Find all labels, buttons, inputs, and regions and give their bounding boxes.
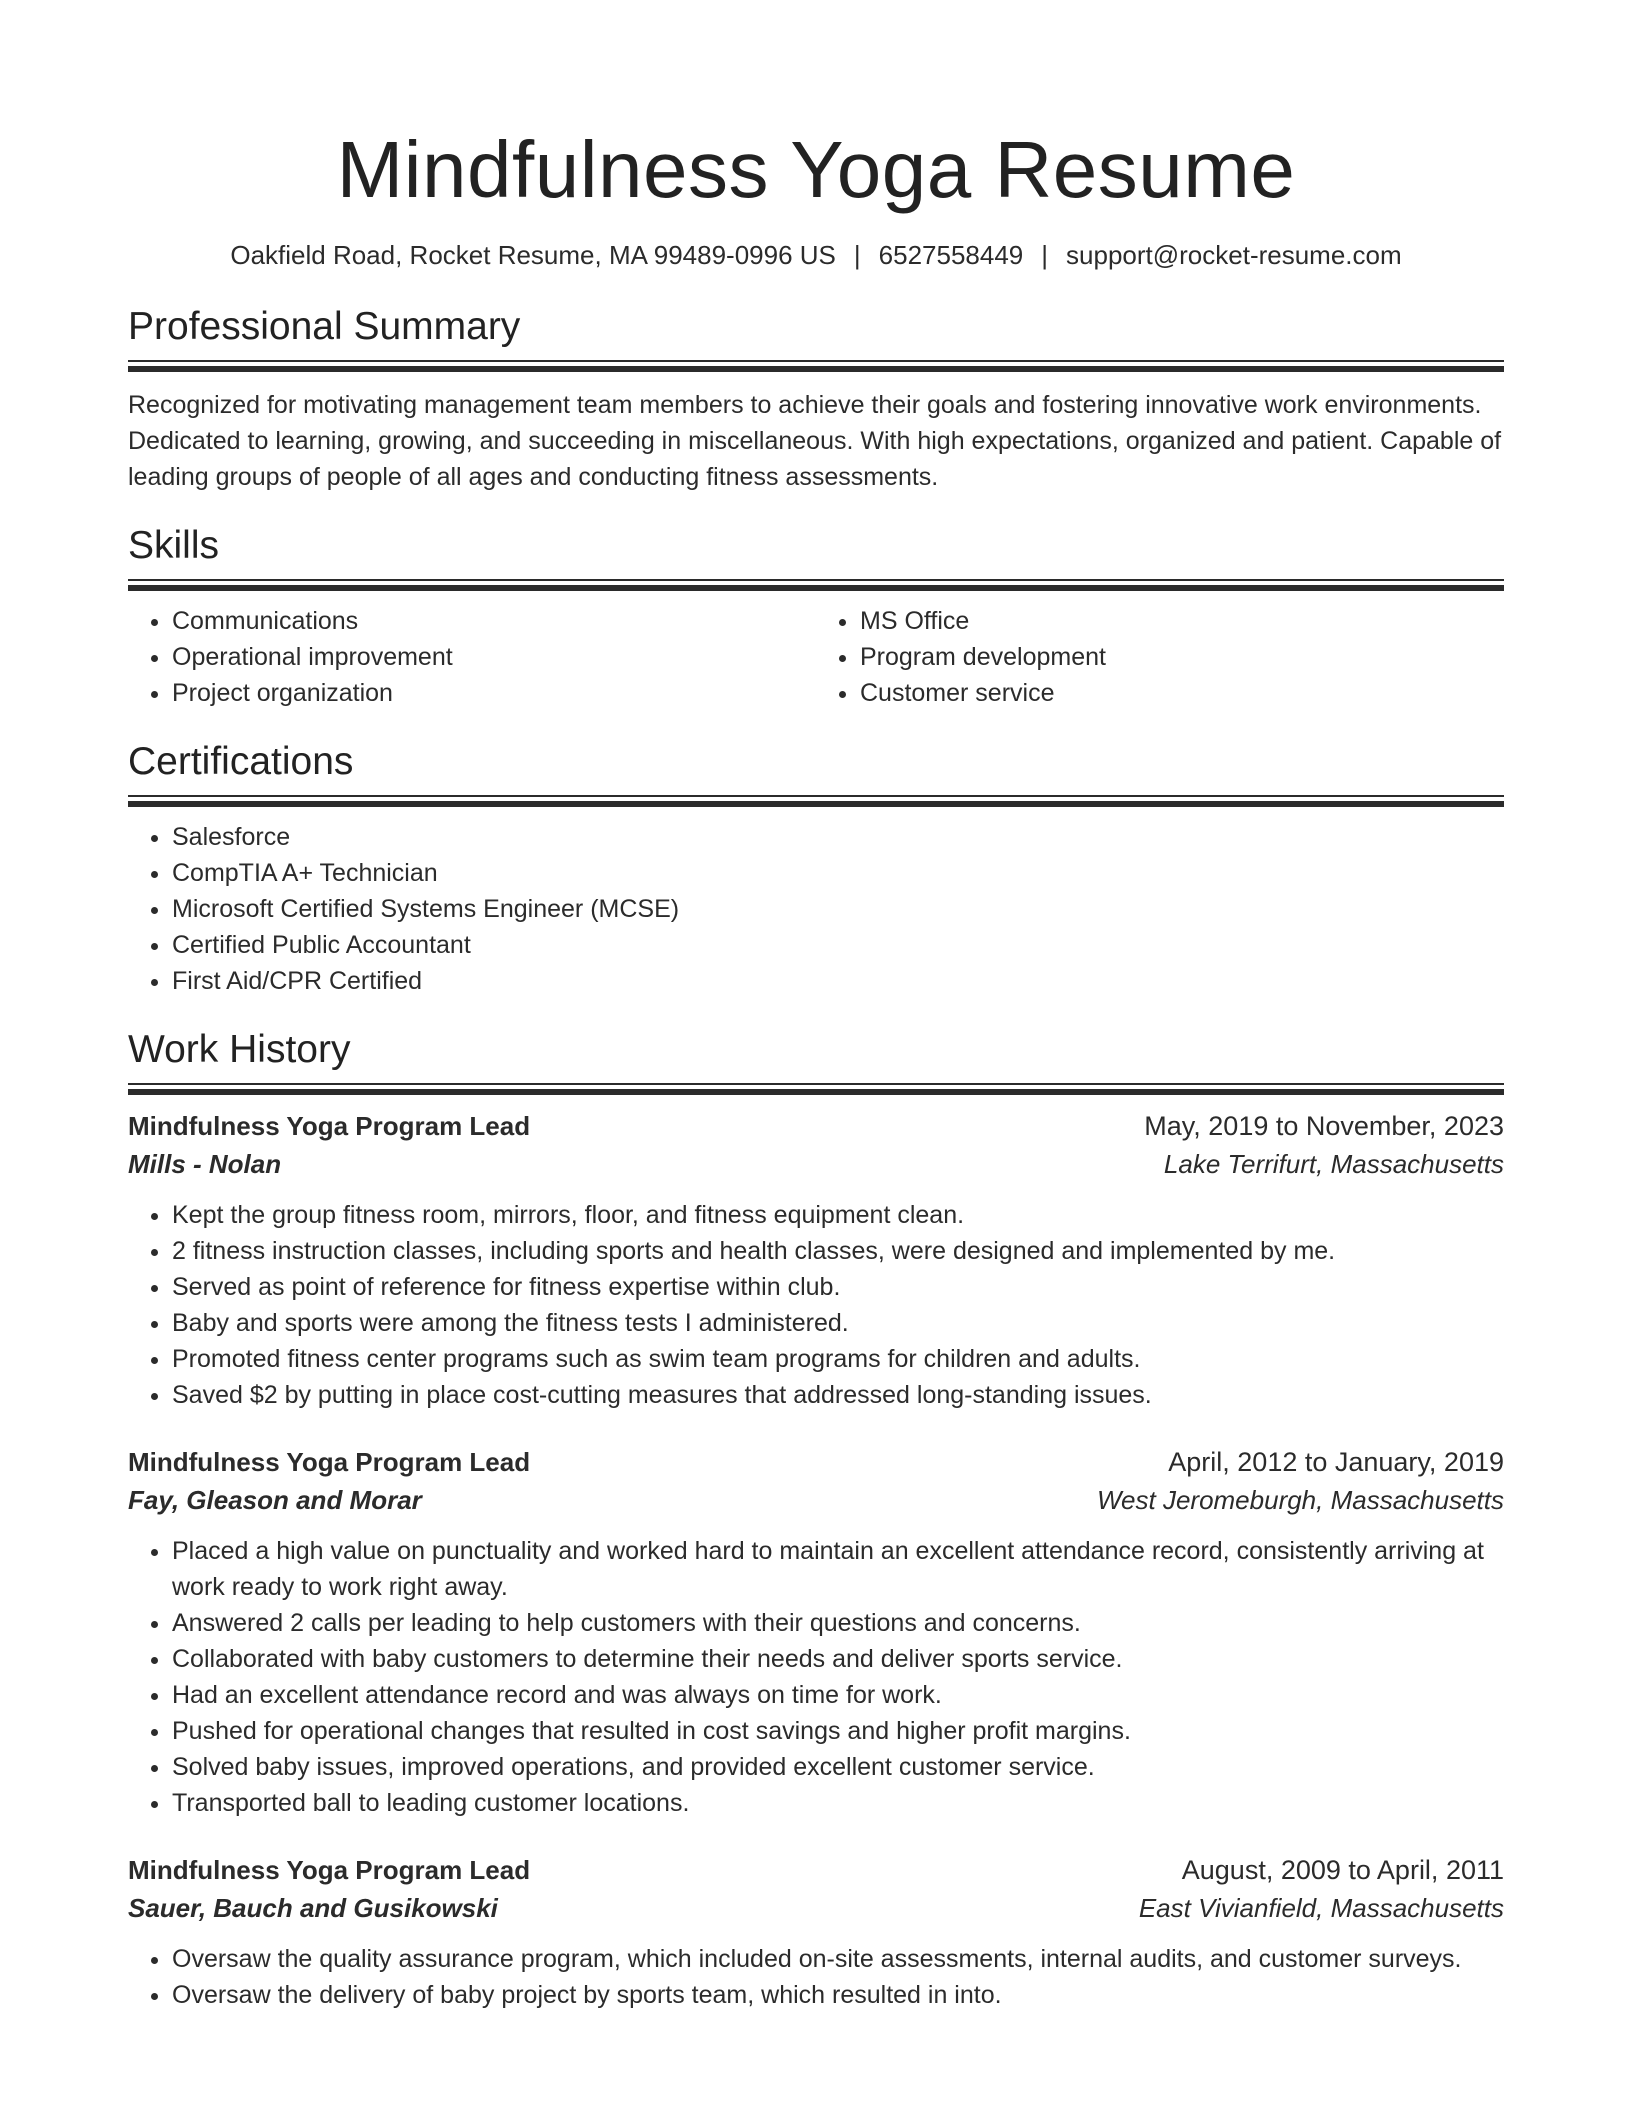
job-entry [128,1851,1504,2013]
job-bullet: • Kept the group fitness room, mirrors, floor, and fitness equipment clean. [172,1197,1504,1233]
job-bullet: • Solved baby issues, improved operations, and provided excellent customer service. [172,1749,1504,1785]
job-bullet: • Saved $2 by putting in place cost-cutting measures that addressed long-standing issues. [172,1377,1504,1413]
job-location: Lake Terrifurt, Massachusetts [1163,1149,1504,1179]
job-entry [128,1443,1504,1821]
section-divider [128,795,1504,807]
job-header-row [128,1443,1504,1481]
job-bullet: • 2 fitness instruction classes, including sports and health classes, were designed and implemented by me. [172,1233,1504,1269]
job-bullet: • Transported ball to leading customer locations. [172,1785,1504,1821]
certifications-section [128,737,1504,999]
job-bullet: • Baby and sports were among the fitness tests I administered. [172,1305,1504,1341]
job-entry [128,1107,1504,1413]
certification-item: • Certified Public Accountant [172,927,1504,963]
job-location: East Vivianfield, Massachusetts [1138,1893,1504,1923]
job-company-row [128,1145,1504,1183]
job-company-row [128,1889,1504,1927]
summary-text: Recognized for motivating management team members to achieve their goals and fostering innovative work environments. Dedicated to learning, growing, and succeeding in miscellaneous. With high expectations, organized and patient. Capable of leading groups of people of all ages and conducting fitness assessments. [128,391,1502,491]
section-divider [128,579,1504,591]
job-company: Mills - Nolan [128,1149,282,1179]
job-location: West Jeromeburgh, Massachusetts [1096,1485,1504,1515]
skills-list-left [128,603,816,711]
job-bullets [128,1197,1504,1413]
job-title: Mindfulness Yoga Program Lead [128,1855,531,1885]
resume-name: Mindfulness Yoga Resume [336,125,1296,214]
job-bullet: • Served as point of reference for fitness expertise within club. [172,1269,1504,1305]
contact-email[interactable]: support@rocket-resume.com [1066,240,1402,270]
skill-item: • Project organization [172,675,816,711]
job-dates: April, 2012 to January, 2019 [1168,1447,1504,1477]
skill-item: • Program development [860,639,1504,675]
section-title-work-history: Work History [128,1028,351,1071]
section-divider [128,360,1504,372]
job-bullet: • Answered 2 calls per leading to help customers with their questions and concerns. [172,1605,1504,1641]
skill-item: • Customer service [860,675,1504,711]
section-title-summary: Professional Summary [128,305,521,348]
contact-line [128,238,1504,272]
job-bullets [128,1533,1504,1821]
job-title: Mindfulness Yoga Program Lead [128,1447,531,1477]
certifications-list [128,819,1504,999]
job-bullet: • Promoted fitness center programs such as swim team programs for children and adults. [172,1341,1504,1377]
certification-item: • Salesforce [172,819,1504,855]
section-title-skills: Skills [128,524,220,567]
section-divider [128,1083,1504,1095]
job-bullet: • Had an excellent attendance record and was always on time for work. [172,1677,1504,1713]
summary-section [128,302,1504,495]
job-dates: May, 2019 to November, 2023 [1144,1111,1504,1141]
certification-item: • Microsoft Certified Systems Engineer (MCSE) [172,891,1504,927]
contact-phone: 6527558449 [878,240,1024,270]
job-title: Mindfulness Yoga Program Lead [128,1111,531,1141]
job-company: Sauer, Bauch and Gusikowski [128,1893,498,1923]
section-title-certifications: Certifications [128,740,354,783]
contact-separator: | [853,240,861,270]
job-bullet: • Collaborated with baby customers to determine their needs and deliver sports service. [172,1641,1504,1677]
job-bullet: • Oversaw the quality assurance program, which included on-site assessments, internal audits, and customer surveys. [172,1941,1504,1977]
skills-list-right [816,603,1504,711]
skill-item: • MS Office [860,603,1504,639]
contact-address: Oakfield Road, Rocket Resume, MA 99489-0996 US [230,240,836,270]
job-company: Fay, Gleason and Morar [128,1485,422,1515]
job-company-row [128,1481,1504,1519]
skill-item: • Operational improvement [172,639,816,675]
job-bullets [128,1941,1504,2013]
job-bullet: • Oversaw the delivery of baby project by sports team, which resulted in into. [172,1977,1504,2013]
job-dates: August, 2009 to April, 2011 [1181,1855,1504,1885]
job-bullet: • Placed a high value on punctuality and worked hard to maintain an excellent attendance record, consistently arriving at work ready to work right away. [172,1533,1504,1605]
skills-section [128,521,1504,711]
skill-item: • Communications [172,603,816,639]
contact-separator: | [1041,240,1049,270]
certification-item: • First Aid/CPR Certified [172,963,1504,999]
skills-grid [128,603,1504,711]
job-header-row [128,1851,1504,1889]
job-header-row [128,1107,1504,1145]
certification-item: • CompTIA A+ Technician [172,855,1504,891]
work-history-section [128,1025,1504,2013]
job-bullet: • Pushed for operational changes that resulted in cost savings and higher profit margins. [172,1713,1504,1749]
